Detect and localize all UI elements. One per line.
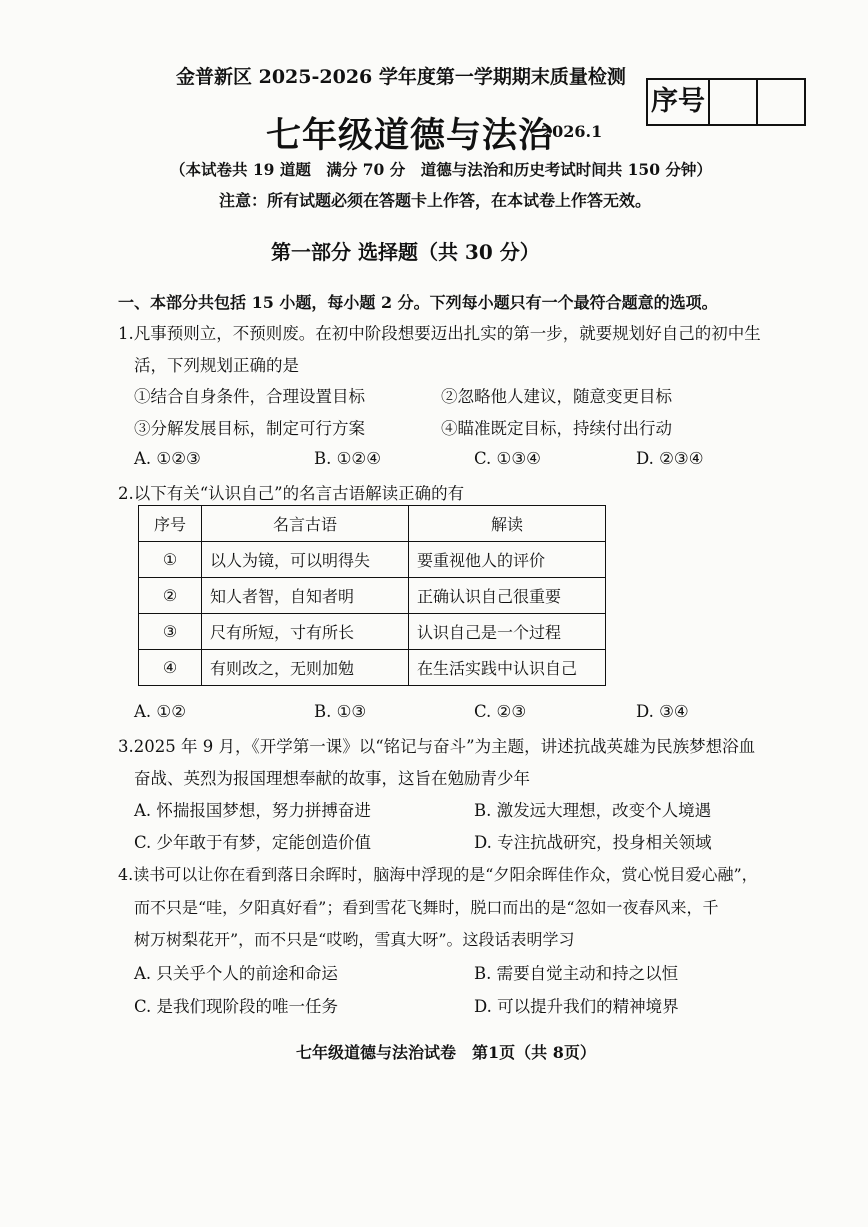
q3-stem-line1: 3.2025 年 9 月，《开学第一课》以“铭记与奋斗”为主题，讲述抗战英雄为民族梦想浴血 bbox=[118, 737, 756, 756]
exam-info-line: （本试卷共 19 道题 满分 70 分 道德与法治和历史考试时间共 150 分钟） bbox=[170, 160, 712, 179]
q3-option-a: A. 怀揣报国梦想，努力拼搏奋进 bbox=[134, 801, 371, 820]
part1-title: 第一部分 选择题（共 30 分） bbox=[271, 240, 540, 264]
table-header-cell: 解读 bbox=[409, 506, 606, 542]
q4-option-d: D. 可以提升我们的精神境界 bbox=[474, 997, 679, 1016]
q3-option-b: B. 激发远大理想，改变个人境遇 bbox=[474, 801, 712, 820]
table-cell: ③ bbox=[139, 614, 202, 650]
q1-stem-line1: 1.凡事预则立，不预则废。在初中阶段想要迈出扎实的第一步，就要规划好自己的初中生 bbox=[118, 324, 761, 343]
q1-option-b: B. ①②④ bbox=[314, 449, 381, 468]
q4-stem-line1: 4.读书可以让你在看到落日余晖时，脑海中浮现的是“夕阳余晖佳作众，赏心悦目爱心融”， bbox=[118, 865, 758, 884]
q1-item-1: ①结合自身条件，合理设置目标 bbox=[134, 387, 365, 406]
table-cell: 尺有所短，寸有所长 bbox=[202, 614, 409, 650]
table-row bbox=[139, 542, 606, 578]
table-header-cell: 序号 bbox=[139, 506, 202, 542]
q4-option-a: A. 只关乎个人的前途和命运 bbox=[134, 964, 338, 983]
table-header-cell: 名言古语 bbox=[202, 506, 409, 542]
table-cell: 有则改之，无则加勉 bbox=[202, 650, 409, 686]
table-header-row bbox=[139, 506, 606, 542]
q4-stem-line3: 树万树梨花开”，而不只是“哎哟，雪真大呀”。这段话表明学习 bbox=[134, 930, 575, 949]
q1-item-3: ③分解发展目标，制定可行方案 bbox=[134, 419, 365, 438]
q4-option-b: B. 需要自觉主动和持之以恒 bbox=[474, 964, 679, 983]
exam-name: 金普新区 2025-2026 学年度第一学期期末质量检测 bbox=[176, 66, 626, 88]
sequence-number-cell bbox=[710, 80, 758, 124]
q4-stem-line2: 而不只是“哇，夕阳真好看”；看到雪花飞舞时，脱口而出的是“忽如一夜春风来，千 bbox=[134, 898, 719, 917]
q1-option-d: D. ②③④ bbox=[636, 449, 704, 468]
part1-instruction: 一、本部分共包括 15 小题，每小题 2 分。下列每小题只有一个最符合题意的选项。 bbox=[118, 293, 718, 312]
q3-stem-line2: 奋战、英烈为报国理想奉献的故事，这旨在勉励青少年 bbox=[134, 769, 530, 788]
sequence-number-box bbox=[646, 78, 806, 126]
table-cell: 正确认识自己很重要 bbox=[409, 578, 606, 614]
table-row bbox=[139, 578, 606, 614]
quote-table bbox=[138, 505, 606, 686]
q1-item-2: ②忽略他人建议，随意变更目标 bbox=[441, 387, 672, 406]
table-cell: ② bbox=[139, 578, 202, 614]
q1-option-a: A. ①②③ bbox=[134, 449, 201, 468]
q2-option-c: C. ②③ bbox=[474, 702, 527, 721]
table-cell: 认识自己是一个过程 bbox=[409, 614, 606, 650]
table-row bbox=[139, 614, 606, 650]
q3-option-c: C. 少年敢于有梦，定能创造价值 bbox=[134, 833, 372, 852]
q3-option-d: D. 专注抗战研究，投身相关领域 bbox=[474, 833, 712, 852]
table-cell: 在生活实践中认识自己 bbox=[409, 650, 606, 686]
table-cell: 要重视他人的评价 bbox=[409, 542, 606, 578]
table-cell: ① bbox=[139, 542, 202, 578]
q2-option-a: A. ①② bbox=[134, 702, 186, 721]
sequence-number-label: 序号 bbox=[648, 80, 710, 124]
q1-item-4: ④瞄准既定目标，持续付出行动 bbox=[441, 419, 672, 438]
q1-option-c: C. ①③④ bbox=[474, 449, 541, 468]
sequence-number-cell bbox=[758, 80, 804, 124]
table-cell: 以人为镜，可以明得失 bbox=[202, 542, 409, 578]
q1-stem-line2: 活，下列规划正确的是 bbox=[134, 356, 299, 375]
table-cell: 知人者智，自知者明 bbox=[202, 578, 409, 614]
q2-option-b: B. ①③ bbox=[314, 702, 367, 721]
q4-option-c: C. 是我们现阶段的唯一任务 bbox=[134, 997, 339, 1016]
exam-notice: 注意：所有试题必须在答题卡上作答，在本试卷上作答无效。 bbox=[219, 191, 652, 210]
table-cell: ④ bbox=[139, 650, 202, 686]
subject-title: 七年级道德与法治 bbox=[266, 115, 555, 156]
q2-option-d: D. ③④ bbox=[636, 702, 689, 721]
q2-stem: 2.以下有关“认识自己”的名言古语解读正确的有 bbox=[118, 484, 465, 503]
page-footer: 七年级道德与法治试卷 第1页（共 8页） bbox=[296, 1043, 596, 1062]
exam-date: 2026.1 bbox=[541, 122, 603, 141]
table-row bbox=[139, 650, 606, 686]
